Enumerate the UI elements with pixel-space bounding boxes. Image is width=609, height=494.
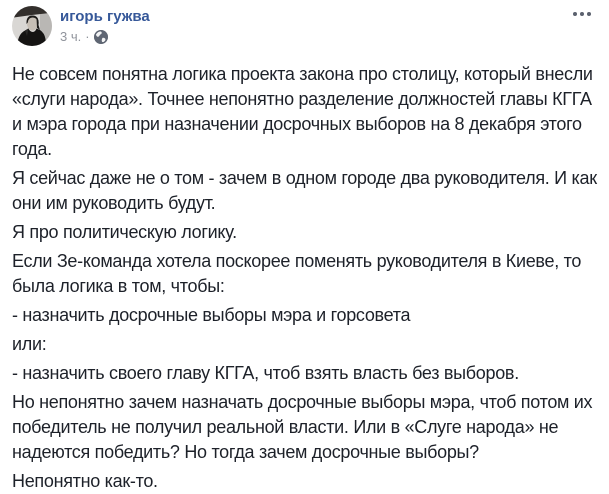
header-text <box>60 6 150 45</box>
post-paragraph: Если Зе-команда хотела поскорее поменять руководителя в Киеве, то была логика в том, чтобы: <box>12 251 582 296</box>
avatar-photo <box>12 6 52 46</box>
post-header <box>0 0 609 46</box>
post-paragraph: Я сейчас даже не о том - зачем в одном городе два руководителя. И как они им руководить будут. <box>12 168 597 213</box>
ellipsis-icon <box>573 12 591 16</box>
post-options-button[interactable] <box>571 8 593 20</box>
post-meta <box>60 28 150 45</box>
post-timestamp-link[interactable]: 3 ч. <box>60 29 82 44</box>
meta-separator: · <box>85 29 90 44</box>
author-avatar[interactable] <box>12 6 52 46</box>
post-paragraph: - назначить своего главу КГГА, чтоб взять власть без выборов. <box>12 363 519 383</box>
author-name-link[interactable]: игорь гужва <box>60 8 150 25</box>
post-body <box>0 46 609 494</box>
post-paragraph: Но непонятно зачем назначать досрочные выборы мэра, чтоб потом их победитель не получил реальной власти. Или в «Слуге народа» не надеются победить? Но тогда зачем досрочные выборы? <box>12 392 593 462</box>
post-paragraph: Я про политическую логику. <box>12 222 237 242</box>
post-paragraph: или: <box>12 334 47 354</box>
post-paragraph: Непонятно как-то. <box>12 471 158 491</box>
privacy-globe-icon <box>94 30 108 44</box>
post-paragraph: - назначить досрочные выборы мэра и горсовета <box>12 305 411 325</box>
post-paragraph: Не совсем понятна логика проекта закона про столицу, который внесли «слуги народа». Точнее непонятно разделение должностей главы КГГА и мэра города при назначении досрочных выборов на 8 декабря этого года. <box>12 64 593 159</box>
